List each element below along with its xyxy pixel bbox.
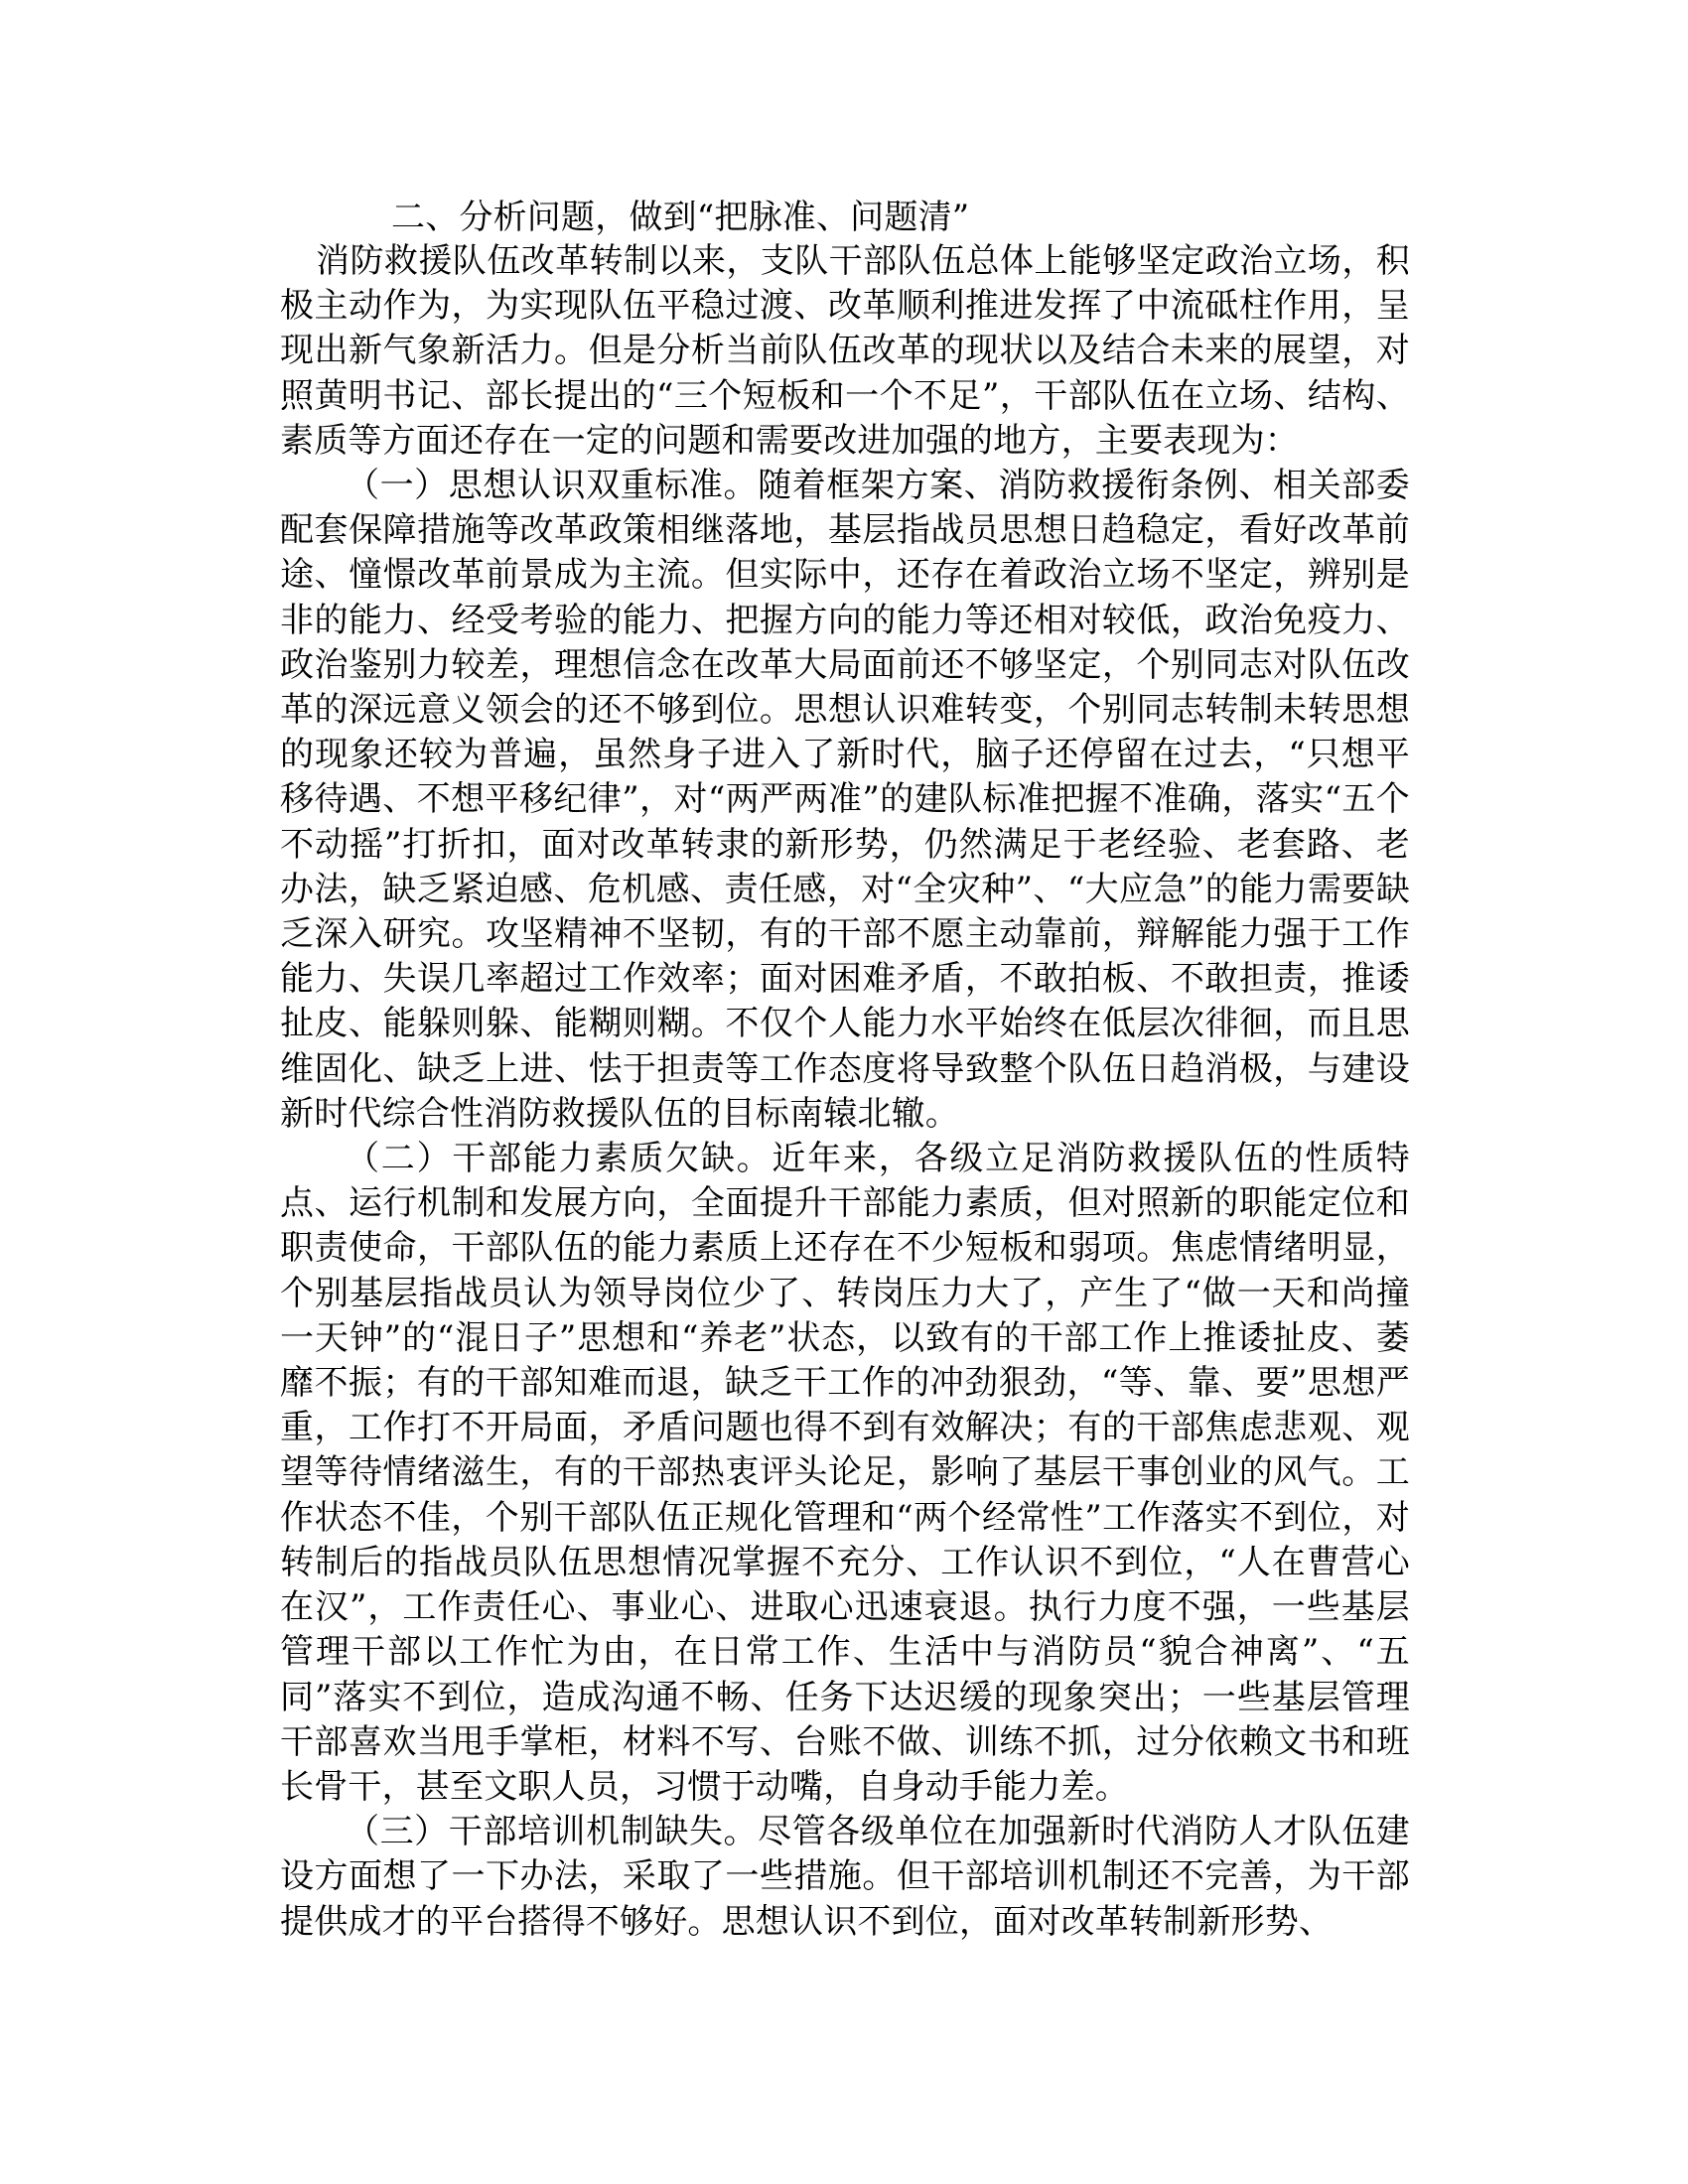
intro-paragraph: 消防救援队伍改革转制以来，支队干部队伍总体上能够坚定政治立场，积极主动作为，为实现队伍平稳过渡、改革顺利推进发挥了中流砥柱作用，呈现出新气象新活力。但是分析当前队伍改革的现状以及结合未来的展望，对照黄明书记、部长提出的“三个短板和一个不足”，干部队伍在立场、结构、素质等方面还存在一定的问题和需要改进加强的地方，主要表现为： bbox=[280, 241, 1410, 461]
document-body bbox=[280, 196, 1410, 1945]
section-heading: 二、分析问题，做到“把脉准、问题清” bbox=[391, 198, 970, 237]
paragraph-point-one: （一）思想认识双重标准。随着框架方案、消防救援衔条例、相关部委配套保障措施等改革政策相继落地，基层指战员思想日趋稳定，看好改革前途、憧憬改革前景成为主流。但实际中，还存在着政治立场不坚定，辨别是非的能力、经受考验的能力、把握方向的能力等还相对较低，政治免疫力、政治鉴别力较差，理想信念在改革大局面前还不够坚定，个别同志对队伍改革的深远意义领会的还不够到位。思想认识难转变，个别同志转制未转思想的现象还较为普遍，虽然身子进入了新时代，脑子还停留在过去，“只想平移待遇、不想平移纪律”，对“两严两准”的建队标准把握不准确，落实“五个不动摇”打折扣，面对改革转隶的新形势，仍然满足于老经验、老套路、老办法，缺乏紧迫感、危机感、责任感，对“全灾种”、“大应急”的能力需要缺乏深入研究。攻坚精神不坚韧，有的干部不愿主动靠前，辩解能力强于工作能力、失误几率超过工作效率；面对困难矛盾，不敢拍板、不敢担责，推诿扯皮、能躲则躲、能糊则糊。不仅个人能力水平始终在低层次徘徊，而且思维固化、缺乏上进、怯于担责等工作态度将导致整个队伍日趋消极，与建设新时代综合性消防救援队伍的目标南辕北辙。 bbox=[280, 466, 1410, 1134]
paragraph-point-three: （三）干部培训机制缺失。尽管各级单位在加强新时代消防人才队伍建设方面想了一下办法，采取了一些措施。但干部培训机制还不完善，为干部提供成才的平台搭得不够好。思想认识不到位，面对改革转制新形势、 bbox=[280, 1812, 1410, 1942]
paragraph-point-two: （二）干部能力素质欠缺。近年来，各级立足消防救援队伍的性质特点、运行机制和发展方向，全面提升干部能力素质，但对照新的职能定位和职责使命，干部队伍的能力素质上还存在不少短板和弱项。焦虑情绪明显，个别基层指战员认为领导岗位少了、转岗压力大了，产生了“做一天和尚撞一天钟”的“混日子”思想和“养老”状态，以致有的干部工作上推诿扯皮、萎靡不振；有的干部知难而退，缺乏干工作的冲劲狠劲，“等、靠、要”思想严重，工作打不开局面，矛盾问题也得不到有效解决；有的干部焦虑悲观、观望等待情绪滋生，有的干部热衷评头论足，影响了基层干事创业的风气。工作状态不佳，个别干部队伍正规化管理和“两个经常性”工作落实不到位，对转制后的指战员队伍思想情况掌握不充分、工作认识不到位，“人在曹营心在汉”，工作责任心、事业心、进取心迅速衰退。执行力度不强，一些基层管理干部以工作忙为由，在日常工作、生活中与消防员“貌合神离”、“五同”落实不到位，造成沟通不畅、任务下达迟缓的现象突出；一些基层管理干部喜欢当甩手掌柜，材料不写、台账不做、训练不抓，过分依赖文书和班长骨干，甚至文职人员，习惯于动嘴，自身动手能力差。 bbox=[280, 1139, 1410, 1807]
